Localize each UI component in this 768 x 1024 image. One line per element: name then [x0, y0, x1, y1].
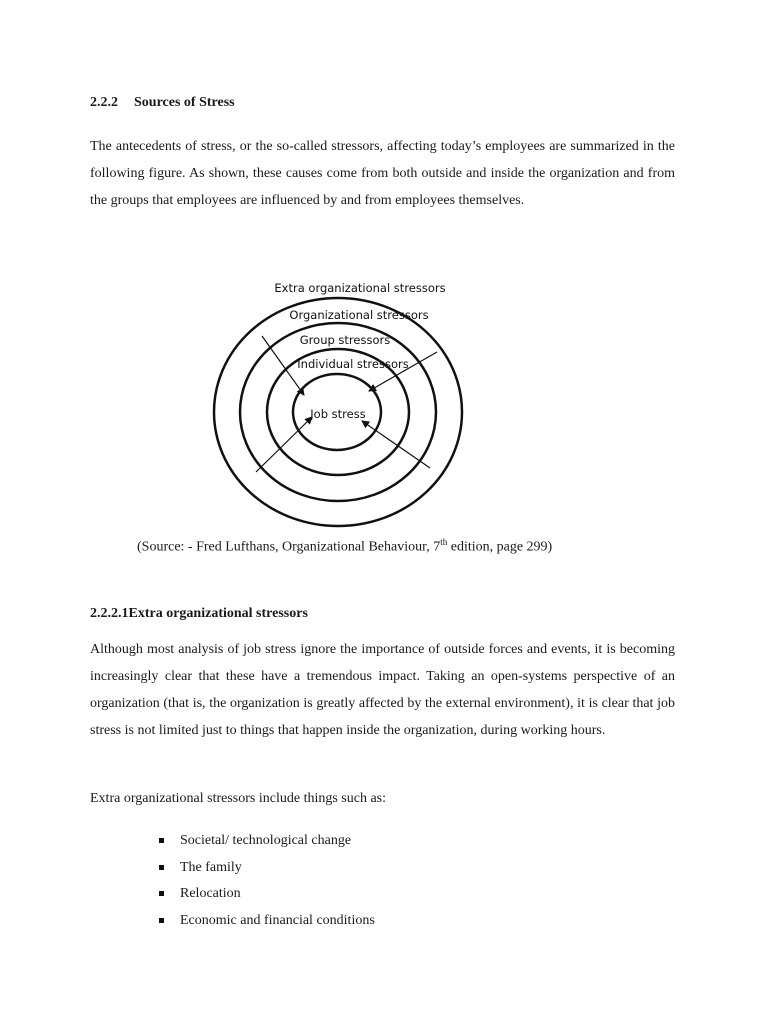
bullet-square-icon — [159, 865, 164, 870]
caption-text-end: edition, page 299) — [447, 539, 553, 555]
subsection-title: Extra organizational stressors — [128, 606, 308, 621]
bullet-square-icon — [159, 838, 164, 843]
list-item-text: The family — [180, 859, 242, 875]
bullet-square-icon — [159, 891, 164, 896]
list-item-text: Societal/ technological change — [180, 833, 352, 848]
label-group: Group stressors — [299, 333, 391, 347]
body-paragraph: Although most analysis of job stress ignore the importance of outside forces and events, it is becoming increasingly clear that these have a tremendous impact. Taking an open-systems perspective of an organization (that is, the organization is greatly affected by the external environment), it is clear that job stress is not limited just to things that happen inside the organization, during working hours. — [90, 642, 675, 738]
arrow-lower-left — [256, 417, 312, 472]
list-item-text: Relocation — [180, 886, 241, 902]
list-item — [158, 909, 375, 936]
figure-caption — [137, 537, 552, 556]
label-organizational: Organizational stressors — [289, 308, 429, 322]
intro-paragraph: The antecedents of stress, or the so-called stressors, affecting today’s employees are summarized in the following figure. As shown, these causes come from both outside and inside the organization and from the groups that employees are influenced by and from employees themselves. — [90, 139, 675, 208]
list-item — [158, 856, 375, 883]
bullet-square-icon — [159, 918, 164, 923]
list-intro: Extra organizational stressors include things such as: — [90, 791, 387, 806]
subsection-number: 2.2.2.1 — [90, 606, 129, 621]
section-number: 2.2.2 — [90, 95, 118, 110]
list-item-text: Economic and financial conditions — [180, 912, 375, 928]
arrow-lower-right — [362, 421, 430, 468]
caption-superscript: th — [440, 537, 448, 547]
section-title: Sources of Stress — [134, 95, 235, 110]
list-item — [158, 829, 375, 856]
label-extra-organizational: Extra organizational stressors — [274, 281, 446, 295]
caption-text: (Source: - Fred Lufthans, Organizational Behaviour, 7 — [137, 539, 441, 555]
subsection-heading — [90, 606, 308, 622]
label-individual: Individual stressors — [297, 357, 409, 371]
stressor-list — [158, 829, 375, 935]
list-item — [158, 882, 375, 909]
label-job-stress: Job stress — [310, 407, 366, 421]
